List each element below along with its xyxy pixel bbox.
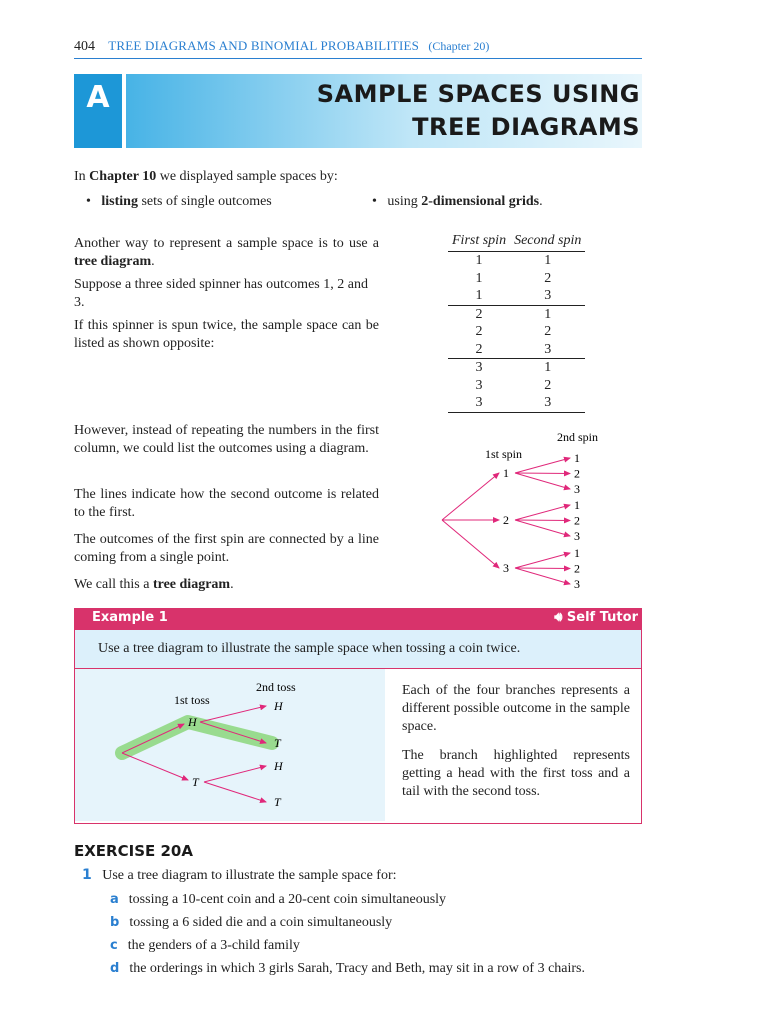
first-spin-cell: 1	[475, 270, 483, 286]
example-question: Use a tree diagram to illustrate the sample space when tossing a coin twice.	[98, 641, 521, 656]
second-toss-label: H	[274, 759, 283, 773]
second-branch	[515, 458, 570, 473]
second-branch	[515, 473, 570, 489]
second-spin-label: 2	[574, 561, 580, 576]
part-text: the genders of a 3-child family	[127, 938, 300, 953]
tree1-label-first: 1st spin	[485, 447, 523, 461]
second-branch	[515, 568, 570, 584]
part-text: tossing a 6 sided die and a coin simultaneously	[129, 915, 393, 930]
para1-a-pre: Another way to represent a sample space is to use a	[74, 236, 379, 251]
first-branch	[442, 473, 499, 520]
first-branch	[122, 753, 188, 780]
first-branch	[442, 520, 499, 568]
para2-d-bold: tree diagram	[152, 577, 231, 592]
bullet-grids	[372, 193, 543, 211]
example-answer-2: The branch highlighted represents getting a head with the first toss and a tail with the second toss.	[402, 748, 630, 799]
second-branch	[515, 473, 570, 474]
second-toss-label: H	[274, 699, 283, 713]
second-spin-cell: 1	[510, 359, 585, 377]
first-spin-cell: 3	[448, 394, 510, 412]
exercise-part	[110, 914, 392, 932]
part-text: the orderings in which 3 girls Sarah, Tracy and Beth, may sit in a row of 3 chairs.	[129, 961, 586, 976]
table-row	[448, 270, 585, 288]
self-tutor-button[interactable]	[554, 610, 638, 625]
bullet1-rest: sets of single outcomes	[137, 194, 272, 209]
section-title	[317, 78, 640, 144]
para1-a	[74, 235, 379, 271]
first-spin-label: 3	[503, 561, 509, 575]
second-branch	[515, 568, 570, 569]
table-row	[448, 359, 585, 377]
second-spin-cell: 3	[510, 394, 585, 412]
para1-a-bold: tree diagram	[74, 254, 152, 269]
para2-d-post: .	[230, 577, 234, 592]
first-spin-label: 1	[503, 466, 509, 480]
coin-label-first: 1st toss	[174, 693, 210, 707]
first-spin-cell: 2	[475, 341, 483, 357]
intro-text-pre: In	[74, 169, 90, 184]
bullet2-bold: 2-dimensional grids	[421, 194, 540, 209]
table-row	[448, 377, 585, 395]
part-letter: c	[110, 938, 118, 953]
second-toss-label: T	[274, 795, 281, 809]
running-header	[74, 38, 489, 55]
second-spin-label: 1	[574, 498, 580, 512]
second-toss-label: T	[274, 736, 281, 750]
intro-paragraph	[74, 168, 338, 186]
para1-a-post: .	[151, 254, 155, 269]
intro-text-bold: Chapter 10	[89, 169, 157, 184]
second-spin-label: 2	[574, 513, 580, 528]
speaker-icon: 🔊︎	[554, 610, 563, 625]
first-spin-cell: 2	[448, 305, 510, 323]
second-spin-cell: 2	[544, 377, 552, 393]
second-spin-cell: 1	[544, 253, 552, 268]
first-branch	[122, 724, 184, 753]
second-branch	[204, 766, 266, 782]
question-number: 1	[82, 867, 92, 883]
exercise-part	[110, 891, 446, 909]
para1-b: Suppose a three sided spinner has outcomes 1, 2 and 3.	[74, 277, 368, 310]
coin-tree-diagram	[100, 675, 380, 815]
bullet-listing	[86, 193, 272, 211]
spinner-tree-diagram	[430, 425, 630, 595]
second-spin-label: 1	[574, 546, 580, 560]
tree1-label-second: 2nd spin	[557, 430, 599, 444]
second-branch	[515, 505, 570, 520]
section-title-line2: TREE DIAGRAMS	[412, 113, 640, 141]
section-letter: A	[74, 74, 122, 148]
bullet-dot: •	[372, 194, 377, 209]
first-spin-cell: 3	[475, 377, 483, 393]
first-spin-cell: 1	[475, 288, 483, 303]
second-branch	[515, 553, 570, 568]
intro-text-post: we displayed sample spaces by:	[156, 169, 338, 184]
second-spin-cell: 1	[510, 305, 585, 323]
second-spin-label: 3	[574, 529, 580, 543]
second-spin-label: 1	[574, 451, 580, 465]
second-branch	[515, 520, 570, 536]
exercise-question-1	[82, 866, 397, 885]
bullet2-pre: using	[387, 194, 422, 209]
para2-a: However, instead of repeating the numbers in the first column, we could list the outcomes using a diagram.	[74, 423, 379, 456]
page-number: 404	[74, 39, 95, 54]
exercise-part	[110, 937, 300, 955]
second-spin-label: 2	[574, 466, 580, 481]
table-row	[448, 252, 585, 270]
second-branch	[515, 520, 570, 521]
table-row	[448, 341, 585, 359]
header-rule	[74, 58, 642, 59]
first-spin-cell: 1	[475, 253, 483, 268]
table-header-first: First spin	[448, 233, 510, 252]
first-spin-cell: 2	[475, 324, 483, 339]
para1-c: If this spinner is spun twice, the sample space can be listed as shown opposite:	[74, 318, 379, 351]
para2-b: The lines indicate how the second outcome is related to the first.	[74, 487, 379, 520]
table-header-second: Second spin	[510, 233, 585, 252]
table-row	[448, 305, 585, 323]
part-letter: a	[110, 892, 119, 907]
self-tutor-label: Self Tutor	[566, 610, 638, 625]
bullet1-bold: listing	[101, 194, 138, 209]
coin-label-second: 2nd toss	[256, 680, 296, 694]
first-spin-cell: 3	[448, 359, 510, 377]
table-row	[448, 287, 585, 305]
second-branch	[200, 706, 266, 722]
section-title-line1: SAMPLE SPACES USING	[316, 80, 640, 108]
second-spin-cell: 2	[544, 324, 552, 339]
question-text: Use a tree diagram to illustrate the sample space for:	[102, 868, 397, 883]
second-spin-cell: 2	[544, 270, 552, 286]
table-row	[448, 394, 585, 412]
exercise-part	[110, 960, 585, 978]
first-spin-label: 2	[503, 513, 509, 527]
bullet-dot: •	[86, 194, 91, 209]
first-toss-label: H	[188, 715, 197, 729]
part-letter: b	[110, 915, 120, 930]
second-spin-cell: 3	[544, 288, 552, 303]
second-branch	[204, 782, 266, 802]
example-label: Example 1	[92, 610, 168, 625]
sample-space-table	[448, 233, 585, 413]
first-toss-label: T	[192, 775, 199, 789]
part-letter: d	[110, 961, 120, 976]
second-spin-cell: 3	[544, 341, 552, 357]
para2-c: The outcomes of the first spin are connected by a line coming from a single point.	[74, 532, 379, 565]
example-answer-1: Each of the four branches represents a different possible outcome in the sample space.	[402, 683, 630, 734]
para2-d-pre: We call this a	[74, 577, 153, 592]
second-spin-label: 3	[574, 482, 580, 496]
running-title: TREE DIAGRAMS AND BINOMIAL PROBABILITIES	[108, 38, 420, 53]
second-spin-label: 3	[574, 577, 580, 591]
bullet2-post: .	[539, 194, 543, 209]
table-row	[448, 323, 585, 341]
exercise-title: EXERCISE 20A	[74, 842, 193, 860]
running-chapter: (Chapter 20)	[428, 39, 490, 53]
para2-d	[74, 576, 234, 594]
part-text: tossing a 10-cent coin and a 20-cent coin simultaneously	[128, 892, 447, 907]
